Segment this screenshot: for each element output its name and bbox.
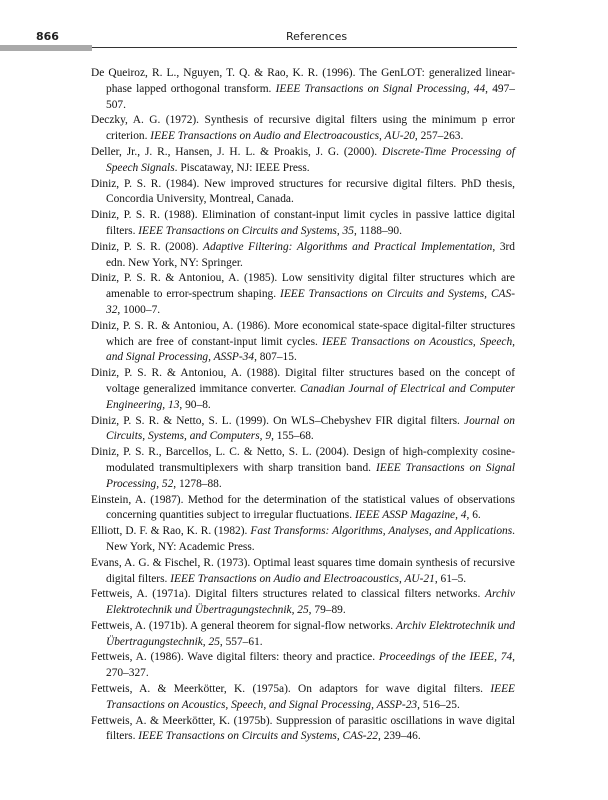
reference-entry: Fettweis, A. (1971a). Digital filters structures related to classical filters networks. Archiv Elektrotechnik und Übertragungstechnik, 25, 79–89. [91, 588, 515, 617]
reference-entry: Diniz, P. S. R. & Netto, S. L. (1999). On WLS–Chebyshev FIR digital filters. Journal on Circuits, Systems, and Computers, 9, 155–68. [91, 414, 515, 443]
reference-entry: Diniz, P. S. R. & Antoniou, A. (1988). Digital filter structures based on the concept of voltage generalized immitance converter. Canadian Journal of Electrical and Computer Engineering, 13, 90–8. [91, 367, 515, 411]
reference-entry: Deller, Jr., J. R., Hansen, J. H. L. & Proakis, J. G. (2000). Discrete-Time Processing of Speech Signals. Piscataway, NJ: IEEE Press. [91, 145, 515, 174]
header-gray-bar [0, 45, 92, 51]
reference-entry: Einstein, A. (1987). Method for the determination of the statistical values of observations concerning quantities subject to irregular fluctuations. IEEE ASSP Magazine, 4, 6. [91, 493, 515, 522]
reference-entry: Elliott, D. F. & Rao, K. R. (1982). Fast Transforms: Algorithms, Analyses, and Applications. New York, NY: Academic Press. [91, 525, 515, 553]
running-head: References [286, 30, 348, 43]
reference-entry: Diniz, P. S. R. (2008). Adaptive Filtering: Algorithms and Practical Implementation, 3rd edn. New York, NY: Springer. [91, 240, 515, 269]
reference-entry: Diniz, P. S. R. & Antoniou, A. (1985). Low sensitivity digital filter structures which are amenable to error-spectrum shaping. IEEE Transactions on Circuits and Systems, CAS-32, 1000–7. [91, 272, 516, 316]
reference-entry: Diniz, P. S. R. (1988). Elimination of constant-input limit cycles in passive lattice digital filters. IEEE Transactions on Circuits and Systems, 35, 1188–90. [91, 209, 515, 237]
reference-entry: De Queiroz, R. L., Nguyen, T. Q. & Rao, K. R. (1996). The GenLOT: generalized linear-phase lapped orthogonal transform. IEEE Transactions on Signal Processing, 44, 497–507. [91, 67, 515, 111]
reference-entry: Deczky, A. G. (1972). Synthesis of recursive digital filters using the minimum p error criterion. IEEE Transactions on Audio and Electroacoustics, AU-20, 257–263. [91, 114, 515, 143]
reference-entry: Diniz, P. S. R. & Antoniou, A. (1986). More economical state-space digital-filter structures which are free of constant-input limit cycles. IEEE Transactions on Acoustics, Speech, and Signal Processing, ASSP-34, 807–15. [91, 319, 516, 364]
page-number: 866 [36, 30, 59, 43]
page-header [0, 0, 608, 60]
reference-entry: Fettweis, A. & Meerkötter, K. (1975a). On adaptors for wave digital filters. IEEE Transactions on Acoustics, Speech, and Signal Processing, ASSP-23, 516–25. [91, 683, 515, 711]
reference-entry: Fettweis, A. (1971b). A general theorem for signal-flow networks. Archiv Elektrotechnik und Übertragungstechnik, 25, 557–61. [91, 619, 515, 648]
header-rule [92, 47, 517, 48]
reference-entry: Diniz, P. S. R. (1984). New improved structures for recursive digital filters. PhD thesis, Concordia University, Montreal, Canada. [91, 177, 515, 206]
reference-entry: Fettweis, A. (1986). Wave digital filters: theory and practice. Proceedings of the IEEE, 74, 270–327. [91, 651, 515, 680]
reference-entry: Diniz, P. S. R., Barcellos, L. C. & Netto, S. L. (2004). Design of high-complexity cosine-modulated transmultiplexers with sharp transition band. IEEE Transactions on Signal Processing, 52, 1278–88. [91, 446, 515, 490]
reference-entry: Fettweis, A. & Meerkötter, K. (1975b). Suppression of parasitic oscillations in wave digital filters. IEEE Transactions on Circuits and Systems, CAS-22, 239–46. [91, 714, 515, 743]
reference-list [91, 66, 515, 745]
reference-entry: Evans, A. G. & Fischel, R. (1973). Optimal least squares time domain synthesis of recursive digital filters. IEEE Transactions on Audio and Electroacoustics, AU-21, 61–5. [91, 556, 515, 585]
